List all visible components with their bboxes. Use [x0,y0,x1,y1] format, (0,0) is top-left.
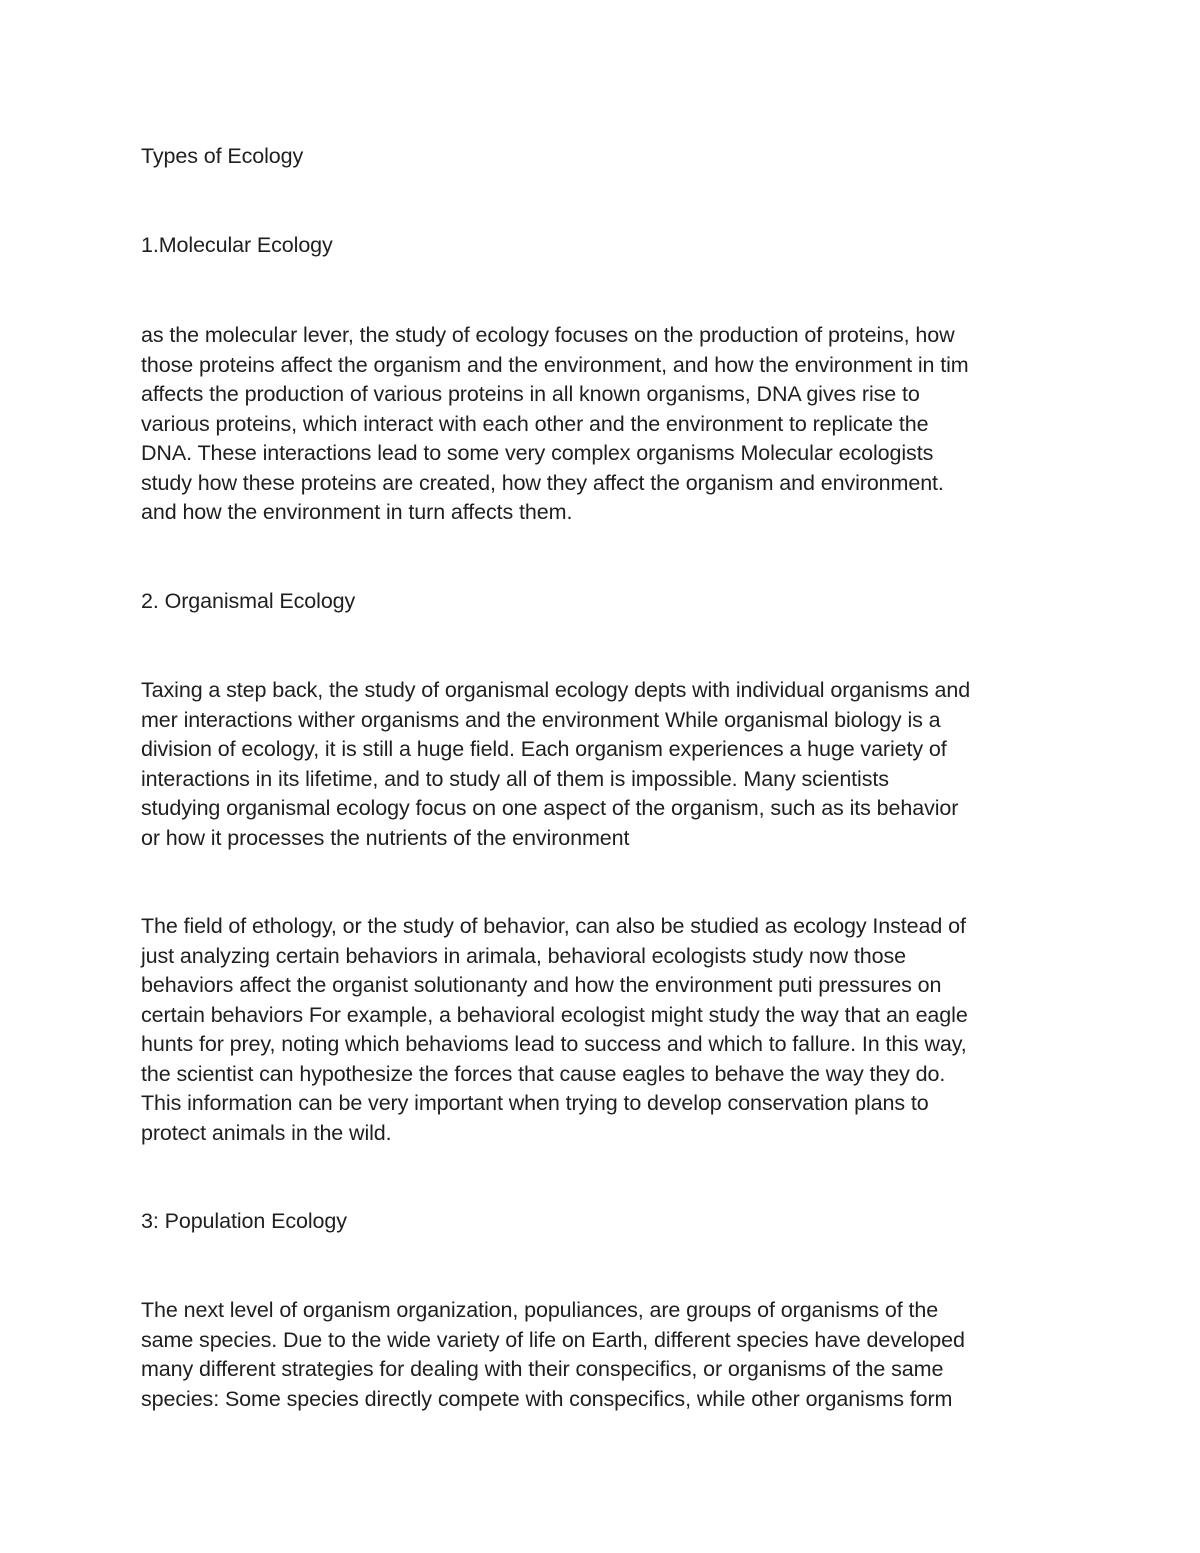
paragraph-line: Taxing a step back, the study of organismal ecology depts with individual organisms and [141,678,971,702]
paragraph-line: and how the environment in turn affects them. [141,500,573,524]
paragraph-line: studying organismal ecology focus on one aspect of the organism, such as its behavior [141,796,959,820]
paragraph-line: study how these proteins are created, how they affect the organism and environment. [141,470,944,495]
paragraph-line: as the molecular lever, the study of ecology focuses on the production of proteins, how [141,323,955,347]
paragraph-line: division of ecology, it is still a huge field. Each organism experiences a huge variety of [141,737,947,761]
paragraph-line: certain behaviors For example, a behavioral ecologist might study the way that an eagle [141,1002,968,1027]
paragraph-line: This information can be very important when trying to develop conservation plans to [141,1091,929,1115]
paragraph-line: the scientist can hypothesize the forces that cause eagles to behave the way they do. [141,1061,946,1086]
paragraph-line: mer interactions wither organisms and the environment While organismal biology is a [141,707,941,732]
paragraph-line: The field of ethology, or the study of behavior, can also be studied as ecology Instead of [141,914,966,938]
paragraph-line: many different strategies for dealing with their conspecifics, or organisms of the same [141,1357,944,1381]
paragraph-line: just analyzing certain behaviors in arimala, behavioral ecologists study now those [141,943,907,968]
paragraph-line: affects the production of various proteins in all known organisms, DNA gives rise to [141,382,920,406]
paragraph-line: DNA. These interactions lead to some very complex organisms Molecular ecologists [141,441,934,465]
paragraph-line: protect animals in the wild. [141,1120,392,1145]
paragraph-line: those proteins affect the organism and the environment, and how the environment in tim [141,352,969,377]
paragraph-line: behaviors affect the organist solutionanty and how the environment puti pressures on [141,973,942,997]
paragraph-line: The next level of organism organization, populiances, are groups of organisms of the [141,1298,939,1322]
section-heading-molecular: 1.Molecular Ecology [141,233,333,257]
paragraph-line: interactions in its lifetime, and to study all of them is impossible. Many scientists [141,766,889,791]
document-title: Types of Ecology [141,144,304,168]
paragraph-line: same species. Due to the wide variety of life on Earth, different species have developed [141,1327,965,1352]
paragraph-line: hunts for prey, noting which behavioms lead to success and which to fallure. In this way, [141,1032,967,1056]
section-heading-population: 3: Population Ecology [141,1209,347,1233]
paragraph-line: various proteins, which interact with each other and the environment to replicate the [141,411,929,436]
section-heading-organismal: 2. Organismal Ecology [141,589,356,613]
paragraph-line: species: Some species directly compete with conspecifics, while other organisms form [141,1386,953,1411]
paragraph-line: or how it processes the nutrients of the environment [141,825,630,850]
